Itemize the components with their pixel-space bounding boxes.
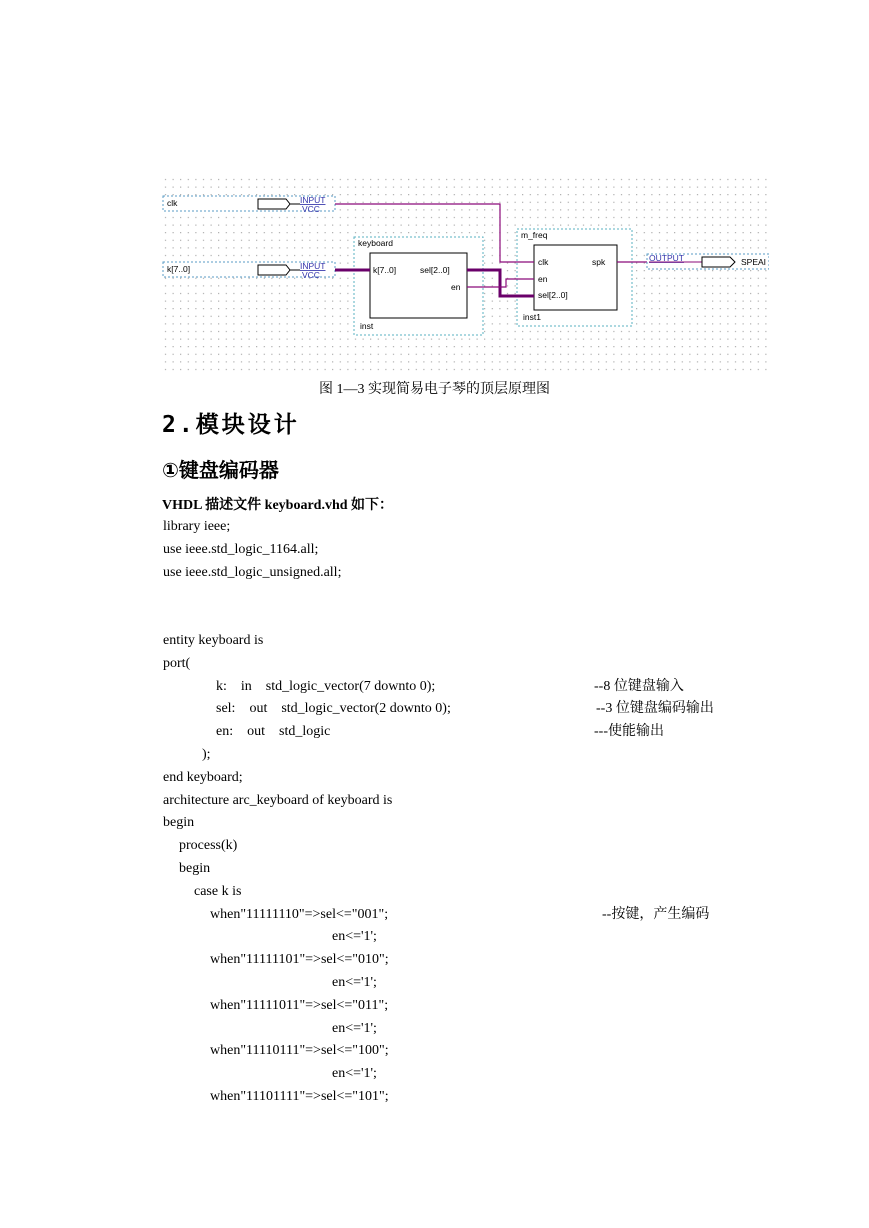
code-text: library ieee; xyxy=(163,519,231,534)
code-line xyxy=(0,609,869,627)
code-text: k: in std_logic_vector(7 downto 0); xyxy=(216,678,436,694)
code-line xyxy=(0,997,869,1015)
code-line xyxy=(0,1042,869,1060)
code-line xyxy=(0,928,869,946)
code-line xyxy=(0,723,869,741)
code-text: en<='1'; xyxy=(332,1066,377,1082)
code-text: when"11110111"=>sel<="100"; xyxy=(210,1043,389,1059)
clk-vcc-tag: VCC xyxy=(302,204,320,214)
code-text: sel: out std_logic_vector(2 downto 0); xyxy=(216,701,451,717)
code-line xyxy=(0,700,869,718)
top-level-schematic xyxy=(162,176,769,374)
code-line xyxy=(0,906,869,924)
code-text: en<='1'; xyxy=(332,1020,377,1036)
code-text: when"11111011"=>sel<="011"; xyxy=(210,997,389,1013)
code-line xyxy=(0,746,869,764)
keyboard-port-en: en xyxy=(451,282,461,292)
code-line xyxy=(0,1088,869,1106)
code-line xyxy=(0,860,869,878)
code-text: case k is xyxy=(194,883,242,899)
code-text: process(k) xyxy=(179,838,238,854)
code-line xyxy=(0,632,869,650)
code-intro: VHDL 描述文件 keyboard.vhd 如下： xyxy=(162,498,394,513)
code-comment: ---使能输出 xyxy=(594,724,664,740)
keyboard-instance: inst xyxy=(360,321,374,331)
mfreq-block-name: m_freq xyxy=(521,230,548,240)
mfreq-instance: inst1 xyxy=(523,312,541,322)
clk-input-tag: INPUT xyxy=(300,195,326,205)
k-pin-symbol xyxy=(258,265,290,275)
code-line xyxy=(0,951,869,969)
code-line xyxy=(0,678,869,696)
code-text: en: out std_logic xyxy=(216,724,331,740)
code-text: when"11111110"=>sel<="001"; xyxy=(210,906,389,922)
code-comment: --8 位键盘输入 xyxy=(594,678,684,694)
code-text: en<='1'; xyxy=(332,929,377,945)
code-line xyxy=(0,564,869,582)
clk-pin-label: clk xyxy=(167,198,178,208)
section-title: 2.模块设计 xyxy=(162,412,300,438)
code-text: architecture arc_keyboard of keyboard is xyxy=(163,792,393,808)
clk-pin-symbol xyxy=(258,199,290,209)
code-text: when"11101111"=>sel<="101"; xyxy=(210,1089,389,1104)
code-line xyxy=(0,814,869,832)
code-text: when"11111101"=>sel<="010"; xyxy=(210,952,389,968)
speaker-pin-symbol xyxy=(702,257,735,267)
code-text: begin xyxy=(163,815,195,831)
keyboard-port-k: k[7..0] xyxy=(373,265,397,275)
mfreq-port-sel: sel[2..0] xyxy=(538,290,568,300)
code-comment: --3 位键盘编码输出 xyxy=(596,701,714,717)
code-line xyxy=(0,586,869,604)
code-line xyxy=(0,655,869,673)
code-text: end keyboard; xyxy=(163,769,243,785)
mfreq-port-spk: spk xyxy=(592,257,606,267)
subsection-title: ①键盘编码器 xyxy=(162,458,279,482)
k-pin-label: k[7..0] xyxy=(167,264,191,274)
code-text: en<='1'; xyxy=(332,975,377,990)
code-line xyxy=(0,518,869,536)
code-text: use ieee.std_logic_1164.all; xyxy=(163,541,319,557)
code-line xyxy=(0,792,869,810)
code-text: use ieee.std_logic_unsigned.all; xyxy=(163,564,342,580)
k-vcc-tag: VCC xyxy=(302,270,320,280)
mfreq-port-en: en xyxy=(538,274,548,284)
code-line xyxy=(0,1065,869,1083)
code-text: begin xyxy=(179,861,211,876)
code-line xyxy=(0,837,869,855)
code-line xyxy=(0,883,869,901)
figure-caption: 图 1—3 实现简易电子琴的顶层原理图 xyxy=(319,382,550,397)
output-tag: OUTPUT xyxy=(649,253,684,263)
code-comment: --按键，产生编码 xyxy=(602,906,710,922)
speaker-pin-label: SPEAI xyxy=(741,257,767,267)
code-text: ); xyxy=(202,747,211,762)
k-input-tag: INPUT xyxy=(300,261,326,271)
keyboard-block-name: keyboard xyxy=(358,238,393,248)
code-line xyxy=(0,769,869,787)
mfreq-port-clk: clk xyxy=(538,257,549,267)
keyboard-port-sel: sel[2..0] xyxy=(420,265,450,275)
code-line xyxy=(0,974,869,992)
code-line xyxy=(0,541,869,559)
code-line xyxy=(0,1020,869,1038)
code-text: entity keyboard is xyxy=(163,633,264,648)
code-text: port( xyxy=(163,655,191,671)
